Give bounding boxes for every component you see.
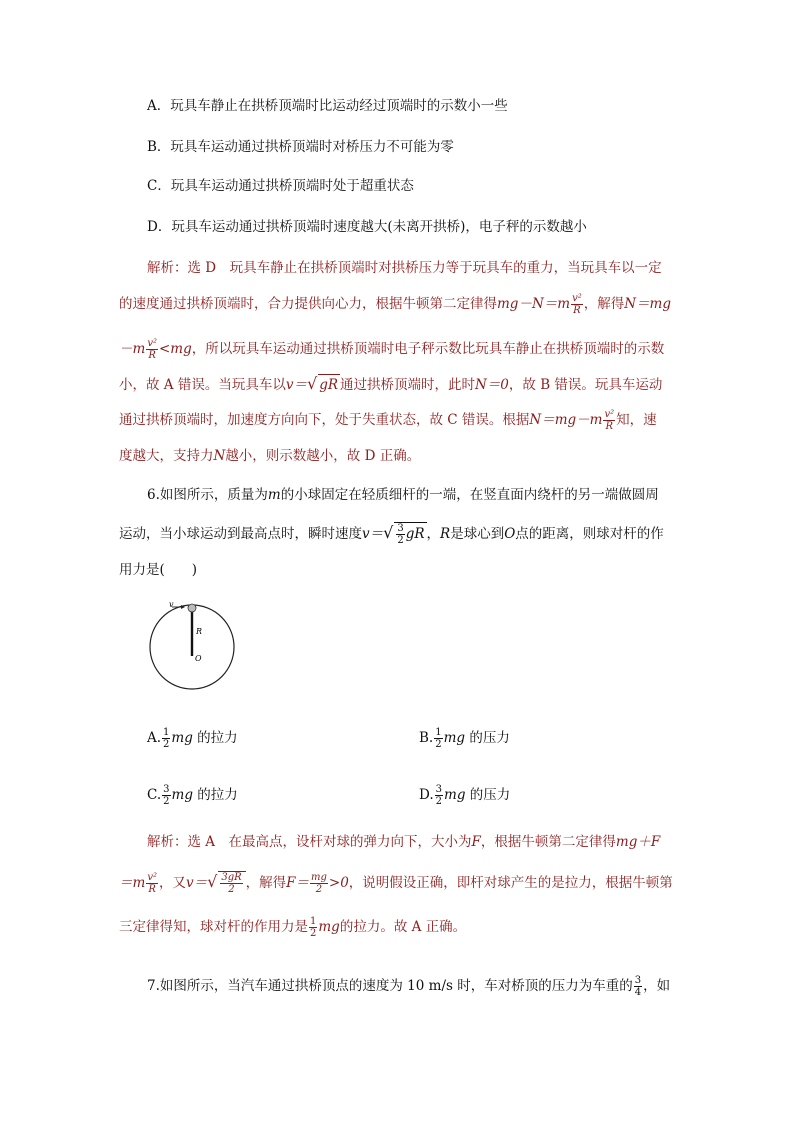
formula: mg (444, 787, 466, 803)
sqrt-icon: √ (383, 523, 394, 542)
text: ，根据牛顿第二定律得 (480, 834, 616, 850)
formula: N＝mg－m (529, 412, 603, 428)
denominator: 2 (397, 535, 404, 546)
numerator: v² (147, 872, 157, 883)
formula: v＝ (185, 875, 208, 891)
text: 解析：选 A 在最高点，设杆对球的弹力向下，大小为 (147, 834, 472, 850)
denominator: 2 (163, 796, 170, 807)
option-text: 的压力 (469, 730, 510, 746)
numerator: 3gR (221, 872, 242, 883)
q5-analysis-line-5 (119, 409, 657, 432)
text: 小，故 A 错误。当玩具车以 (119, 377, 286, 393)
text: 越小，则示数越小，故 D 正确。 (225, 448, 421, 464)
formula: mg (443, 730, 466, 746)
text: 三定律得知，球对杆的作用力是 (119, 919, 308, 935)
text: 的拉力。故 A 正确。 (339, 919, 467, 935)
text: ，又 (158, 875, 186, 891)
formula: －N＝m (518, 296, 571, 312)
numerator: 1 (310, 916, 317, 927)
formula: ＝m (119, 875, 146, 891)
text: ，解得 (245, 875, 287, 891)
text: 通过拱桥顶端时，加速度方向向下，处于失重状态，故 C 错误。根据 (119, 412, 530, 428)
q6-analysis-line-1 (147, 832, 660, 852)
numerator: v² (572, 293, 582, 304)
text: 点的距离，则球对杆的作 (515, 526, 664, 542)
text: 通过拱桥顶端时，此时 (340, 377, 475, 393)
option-letter: C. (147, 787, 162, 803)
text: 度越大，支持力 (119, 448, 214, 464)
denominator: R (573, 305, 581, 316)
formula: mg (318, 919, 340, 935)
numerator: 1 (435, 727, 442, 738)
sqrt-icon: √ (207, 872, 218, 891)
q7-line-1 (147, 975, 670, 998)
q5-analysis-line-4 (119, 374, 662, 395)
fraction (396, 523, 404, 546)
q5-analysis-line-3 (119, 338, 664, 361)
fraction (146, 872, 158, 895)
text: ，解得 (583, 296, 625, 312)
option-letter: A. (147, 730, 162, 746)
q6-option-c (147, 784, 238, 807)
fraction (162, 784, 170, 807)
numerator: 1 (163, 727, 170, 738)
numerator: v² (147, 338, 157, 349)
formula: －m (119, 341, 146, 357)
q6-option-d (419, 784, 510, 807)
denominator: 4 (634, 987, 642, 998)
formula: mg (171, 730, 193, 746)
option-text: 的拉力 (197, 787, 238, 803)
text: 的小球固定在轻质细杆的一端，在竖直面内绕杆的另一端做圆周 (280, 487, 659, 503)
q6-line-1 (147, 485, 659, 505)
denominator: R (148, 884, 156, 895)
option-letter: B. (419, 730, 434, 746)
formula: gR (405, 526, 425, 542)
formula: ＝mg (636, 296, 672, 312)
fraction (162, 727, 170, 750)
fraction (634, 975, 642, 998)
formula: F＝ (286, 875, 309, 891)
circle-rod-figure (145, 598, 245, 698)
option-text: 的拉力 (197, 730, 238, 746)
formula: mg＋F (615, 834, 661, 850)
numerator: 3 (163, 784, 170, 795)
text: ，故 B 错误。玩具车运动 (508, 377, 663, 393)
formula: v＝ (285, 377, 307, 393)
q5-analysis-line-6 (119, 446, 420, 466)
fraction (434, 727, 442, 750)
fraction (603, 409, 615, 432)
q6-option-a (147, 727, 238, 750)
q6-analysis-line-2 (119, 871, 673, 895)
fraction (310, 872, 328, 895)
fraction (571, 293, 583, 316)
text: 7.如图所示，当汽车通过拱桥顶点的速度为 10 m/s 时，车对桥顶的压力为车重的 (147, 978, 633, 994)
formula: R (440, 526, 451, 542)
option-text: 的压力 (469, 787, 511, 803)
formula: v＝ (362, 526, 384, 542)
text: 是球心到 (450, 526, 505, 542)
formula: mg (171, 787, 193, 803)
radius-label: R (196, 627, 203, 636)
denominator: 2 (435, 739, 442, 750)
option-letter: D. (419, 787, 434, 803)
formula: >0 (328, 875, 349, 891)
q5-analysis-line-2 (119, 293, 671, 316)
denominator: 2 (163, 739, 170, 750)
q6-analysis-line-3 (119, 916, 466, 939)
denominator: 2 (228, 884, 235, 895)
text: ，如 (643, 978, 671, 994)
fraction (309, 916, 317, 939)
formula: <mg (158, 341, 192, 357)
radicand (218, 871, 245, 895)
q5-option-c: C．玩具车运动通过拱桥顶端时处于超重状态 (147, 178, 414, 194)
q5-option-a: A．玩具车静止在拱桥顶端时比运动经过顶端时的示数小一些 (147, 98, 508, 114)
text: ，说明假设正确，即杆对球产生的是拉力，根据牛顿第 (348, 875, 673, 891)
numerator: 3 (435, 784, 443, 795)
text: ， (426, 526, 441, 542)
sqrt-icon: √ (306, 374, 318, 393)
q5-option-d: D．玩具车运动通过拱桥顶端时速度越大(未离开拱桥)，电子秤的示数越小 (147, 219, 587, 235)
text: 6.如图所示，质量为 (147, 487, 268, 503)
text: ，所以玩具车运动通过拱桥顶端时电子秤示数比玩具车静止在拱桥顶端时的示数 (191, 341, 665, 357)
formula: N (213, 448, 226, 464)
formula: mg (497, 296, 519, 312)
q6-line-3: 用力是( ) (119, 562, 198, 578)
denominator: 2 (435, 796, 443, 807)
text: 运动，当小球运动到最高点时，瞬时速度 (119, 526, 362, 542)
q6-line-2 (119, 522, 664, 546)
formula: m (267, 487, 281, 503)
formula: N＝0 (475, 377, 509, 393)
fraction (146, 338, 158, 361)
text: 的速度通过拱桥顶端时，合力提供向心力，根据牛顿第二定律得 (119, 296, 497, 312)
denominator: R (605, 421, 614, 432)
center-label: O (195, 654, 202, 663)
q6-option-b (419, 727, 510, 750)
radicand: gR (318, 374, 340, 395)
denominator: 2 (315, 884, 323, 895)
fraction (435, 784, 443, 807)
numerator: v² (604, 409, 615, 420)
numerator: mg (311, 872, 327, 883)
denominator: R (148, 350, 156, 361)
formula: O (504, 526, 516, 542)
numerator: 3 (634, 975, 642, 986)
q5-option-b: B．玩具车运动通过拱桥顶端时对桥压力不可能为零 (147, 139, 454, 155)
fraction (220, 872, 242, 895)
text: 知，速 (616, 412, 657, 428)
denominator: 2 (310, 928, 317, 939)
radicand (394, 522, 426, 546)
ball (188, 604, 196, 612)
formula: F (471, 834, 481, 850)
velocity-label: v (169, 600, 174, 609)
q5-analysis-line-1: 解析：选 D 玩具车静止在拱桥顶端时对拱桥压力等于玩具车的重力，当玩具车以一定 (147, 260, 662, 276)
numerator: 3 (397, 523, 404, 534)
formula: N (624, 296, 637, 312)
